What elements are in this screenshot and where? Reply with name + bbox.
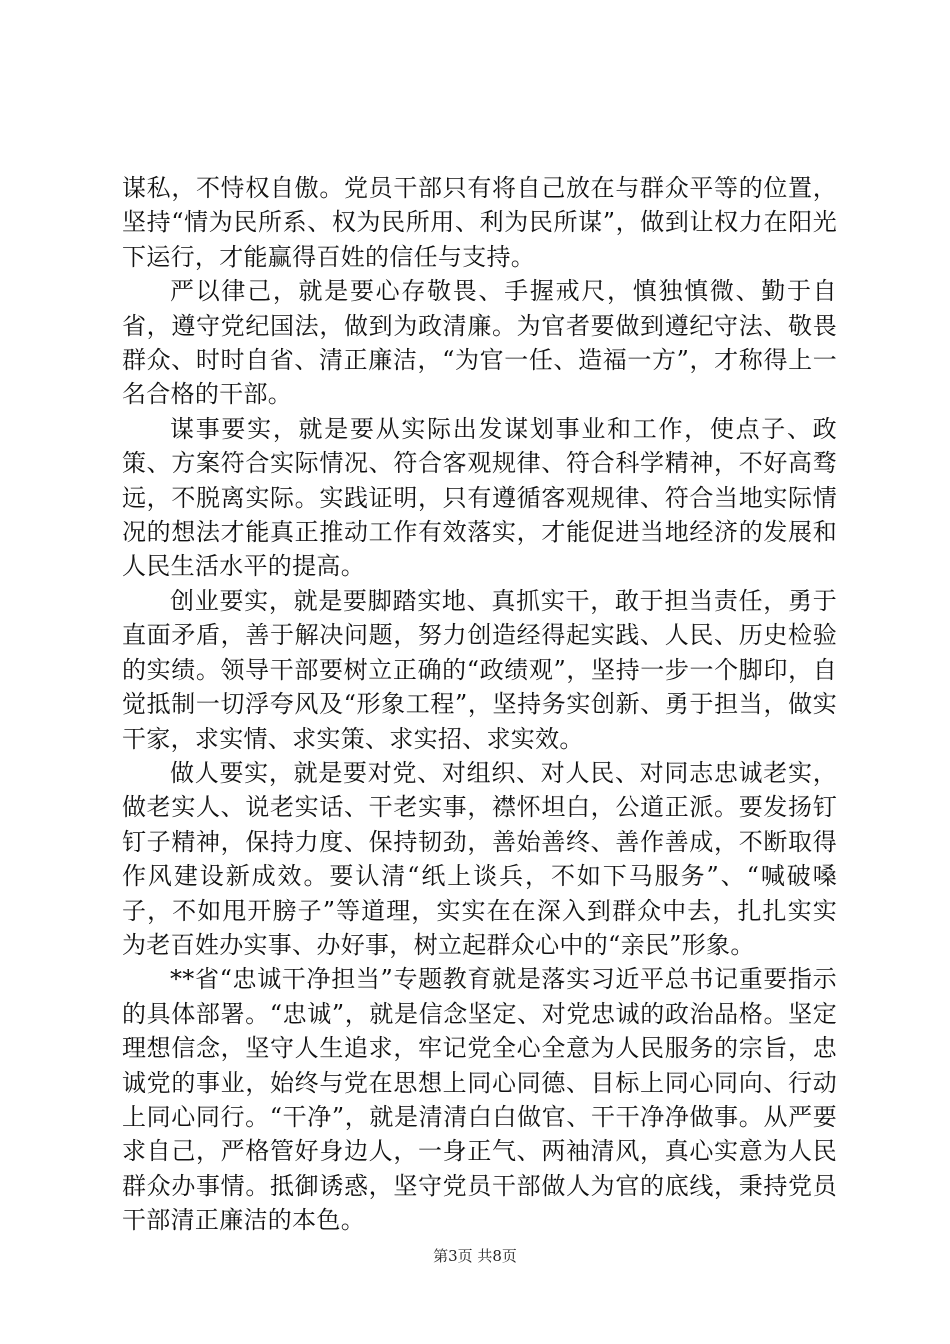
page-number-footer: 第3页 共8页: [433, 1247, 517, 1265]
paragraph-practical-planning: 谋事要实，就是要从实际出发谋划事业和工作，使点子、政策、方案符合实际情况、符合客观规律、符合科学精神，不好高骛远，不脱离实际。实践证明，只有遵循客观规律、符合当地实际情况的想法才能真正推动工作有效落实，才能促进当地经济的发展和人民生活水平的提高。: [122, 414, 837, 581]
paragraph-practical-conduct: 做人要实，就是要对党、对组织、对人民、对同志忠诚老实，做老实人、说老实话、干老实事，襟怀坦白，公道正派。要发扬钉钉子精神，保持力度、保持韧劲，善始善终、善作善成，不断取得作风建设新成效。要认清“纸上谈兵，不如下马服务”、“喊破嗓子，不如甩开膀子”等道理，实实在在深入到群众中去，扎扎实实为老百姓办实事、办好事，树立起群众心中的“亲民”形象。: [122, 758, 837, 959]
paragraph-practical-enterprise: 创业要实，就是要脚踏实地、真抓实干，敢于担当责任，勇于直面矛盾，善于解决问题，努力创造经得起实践、人民、历史检验的实绩。领导干部要树立正确的“政绩观”，坚持一步一个脚印，自觉抵制一切浮夸风及“形象工程”，坚持务实创新、勇于担当，做实干家，求实情、求实策、求实招、求实效。: [122, 586, 837, 753]
paragraph-strict-self-discipline: 严以律己，就是要心存敬畏、手握戒尺，慎独慎微、勤于自省，遵守党纪国法，做到为政清廉。为官者要做到遵纪守法、敬畏群众、时时自省、清正廉洁，“为官一任、造福一方”，才称得上一名合格的干部。: [122, 277, 837, 409]
paragraph-continuation: 谋私，不恃权自傲。党员干部只有将自己放在与群众平等的位置，坚持“情为民所系、权为民所用、利为民所谋”，做到让权力在阳光下运行，才能赢得百姓的信任与支持。: [122, 174, 837, 271]
paragraph-loyalty-education: **省“忠诚干净担当”专题教育就是落实习近平总书记重要指示的具体部署。“忠诚”，就是信念坚定、对党忠诚的政治品格。坚定理想信念，坚守人生追求，牢记党全心全意为人民服务的宗旨，忠诚党的事业，始终与党在思想上同心同德、目标上同心同向、行动上同心同行。“干净”，就是清清白白做官、干干净净做事。从严要求自己，严格管好身边人，一身正气、两袖清风，真心实意为人民群众办事情。抵御诱惑，坚守党员干部做人为官的底线，秉持党员干部清正廉洁的本色。: [122, 965, 837, 1235]
document-body: [122, 171, 837, 1238]
